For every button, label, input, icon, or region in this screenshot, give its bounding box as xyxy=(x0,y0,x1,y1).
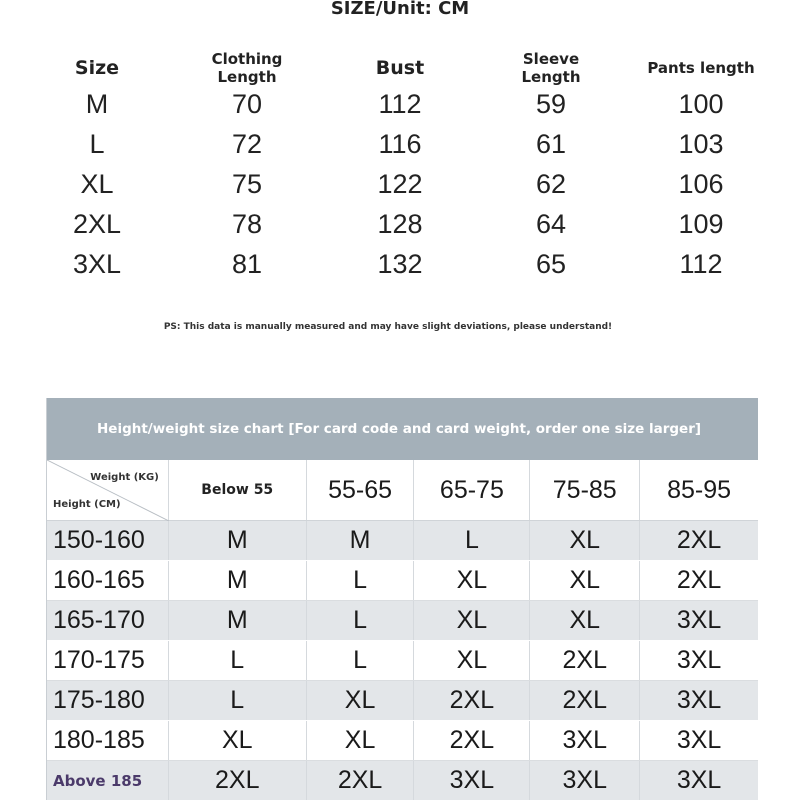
recommended-size-cell: XL xyxy=(530,561,640,600)
height-range-cell: 170-175 xyxy=(47,641,169,680)
recommended-size-cell: L xyxy=(307,601,415,640)
height-weight-table xyxy=(46,398,758,800)
measurement-cell-size: M xyxy=(85,88,109,119)
measurement-cell-size: 3XL xyxy=(72,248,122,279)
recommended-size-cell: 2XL xyxy=(307,761,415,800)
measurement-row xyxy=(0,204,800,244)
recommended-size-cell: XL xyxy=(169,721,307,760)
recommended-size-cell: L xyxy=(414,521,530,560)
weight-column-header-row xyxy=(47,460,758,521)
recommended-size-cell: L xyxy=(169,641,307,680)
weight-table-header: Height/weight size chart [For card code and card weight, order one size larger] xyxy=(47,398,758,460)
recommended-size-cell: 3XL xyxy=(676,726,722,754)
recommended-size-cell: 2XL xyxy=(530,681,640,720)
recommended-size-cell: 2XL xyxy=(414,721,530,760)
measurement-row xyxy=(0,244,800,284)
recommended-size-cell: 3XL xyxy=(414,761,530,800)
diagonal-line xyxy=(47,460,169,521)
weight-col-1: 55-65 xyxy=(307,460,415,520)
recommended-size-cell: 3XL xyxy=(676,766,722,794)
measurement-cell-bust: 116 xyxy=(378,128,422,159)
measurement-row xyxy=(0,124,800,164)
recommended-size-cell: L xyxy=(307,641,415,680)
measurement-cell-sleeve-length: 62 xyxy=(535,168,567,199)
weight-table-row xyxy=(47,521,758,561)
recommended-size-cell: 3XL xyxy=(676,646,722,674)
recommended-size-cell: 2XL xyxy=(676,566,722,594)
measurement-cell-bust: 112 xyxy=(378,88,422,119)
corner-height-label: Height (CM) xyxy=(53,499,121,510)
recommended-size-cell: 3XL xyxy=(676,606,722,634)
measurement-cell-pants-length: 103 xyxy=(678,128,724,159)
corner-cell xyxy=(47,460,169,520)
weight-table-row xyxy=(47,641,758,681)
weight-table-row xyxy=(47,761,758,800)
measurement-cell-bust: 132 xyxy=(377,248,423,279)
height-range-cell: 160-165 xyxy=(47,561,169,600)
weight-table-row xyxy=(47,601,758,641)
weight-table-row xyxy=(47,681,758,721)
recommended-size-cell: 2XL xyxy=(414,681,530,720)
measurement-cell-size: L xyxy=(89,128,105,159)
measurement-cell-sleeve-length: 64 xyxy=(535,208,567,239)
recommended-size-cell: M xyxy=(169,521,307,560)
header-size: Size xyxy=(74,57,120,79)
recommended-size-cell: XL xyxy=(307,721,415,760)
page-title: SIZE/Unit: CM xyxy=(330,0,470,19)
recommended-size-cell: M xyxy=(169,561,307,600)
recommended-size-cell: XL xyxy=(414,601,530,640)
measurement-cell-size: 2XL xyxy=(72,208,122,239)
header-sleeve-length: Sleeve Length xyxy=(521,50,581,86)
measurement-cell-pants-length: 109 xyxy=(678,208,724,239)
recommended-size-cell: M xyxy=(169,601,307,640)
recommended-size-cell: 2XL xyxy=(676,526,722,554)
recommended-size-cell: XL xyxy=(530,521,640,560)
recommended-size-cell: 2XL xyxy=(169,761,307,800)
header-pants-length: Pants length xyxy=(647,59,755,77)
measurement-table xyxy=(0,52,800,284)
weight-col-4: 85-95 xyxy=(667,475,732,504)
recommended-size-cell: L xyxy=(307,561,415,600)
weight-col-3: 75-85 xyxy=(530,460,640,520)
measurement-cell-clothing-length: 81 xyxy=(231,248,263,279)
recommended-size-cell: L xyxy=(169,681,307,720)
recommended-size-cell: M xyxy=(307,521,415,560)
weight-col-2: 65-75 xyxy=(414,460,530,520)
measurement-cell-clothing-length: 75 xyxy=(231,168,263,199)
weight-table-body xyxy=(47,521,758,800)
measurement-note: PS: This data is manually measured and may have slight deviations, please understand! xyxy=(163,322,613,332)
measurement-cell-pants-length: 106 xyxy=(678,168,724,199)
measurement-cell-clothing-length: 70 xyxy=(231,88,263,119)
measurement-header-row xyxy=(0,52,800,84)
height-range-cell: 180-185 xyxy=(47,721,169,760)
height-range-cell: 150-160 xyxy=(47,521,169,560)
header-clothing-length: Clothing Length xyxy=(211,50,283,86)
recommended-size-cell: XL xyxy=(307,681,415,720)
measurement-cell-size: XL xyxy=(80,168,114,199)
measurement-cell-clothing-length: 78 xyxy=(231,208,263,239)
measurement-cell-sleeve-length: 61 xyxy=(535,128,567,159)
weight-col-0: Below 55 xyxy=(169,460,307,520)
height-range-cell: 175-180 xyxy=(47,681,169,720)
measurement-cell-clothing-length: 72 xyxy=(231,128,263,159)
recommended-size-cell: XL xyxy=(414,561,530,600)
measurement-row xyxy=(0,164,800,204)
measurement-cell-sleeve-length: 65 xyxy=(535,248,567,279)
recommended-size-cell: 3XL xyxy=(530,761,640,800)
height-range-cell: 165-170 xyxy=(47,601,169,640)
measurement-cell-pants-length: 112 xyxy=(679,248,723,279)
measurement-cell-pants-length: 100 xyxy=(678,88,724,119)
measurement-row xyxy=(0,84,800,124)
measurement-cell-bust: 128 xyxy=(377,208,423,239)
recommended-size-cell: 2XL xyxy=(530,641,640,680)
recommended-size-cell: XL xyxy=(414,641,530,680)
height-range-cell: Above 185 xyxy=(47,761,169,800)
measurement-cell-sleeve-length: 59 xyxy=(535,88,567,119)
header-bust: Bust xyxy=(375,57,425,79)
recommended-size-cell: 3XL xyxy=(530,721,640,760)
recommended-size-cell: XL xyxy=(530,601,640,640)
weight-table-row xyxy=(47,561,758,601)
measurement-cell-bust: 122 xyxy=(377,168,423,199)
recommended-size-cell: 3XL xyxy=(676,686,722,714)
weight-table-row xyxy=(47,721,758,761)
corner-weight-label: Weight (KG) xyxy=(90,472,159,483)
